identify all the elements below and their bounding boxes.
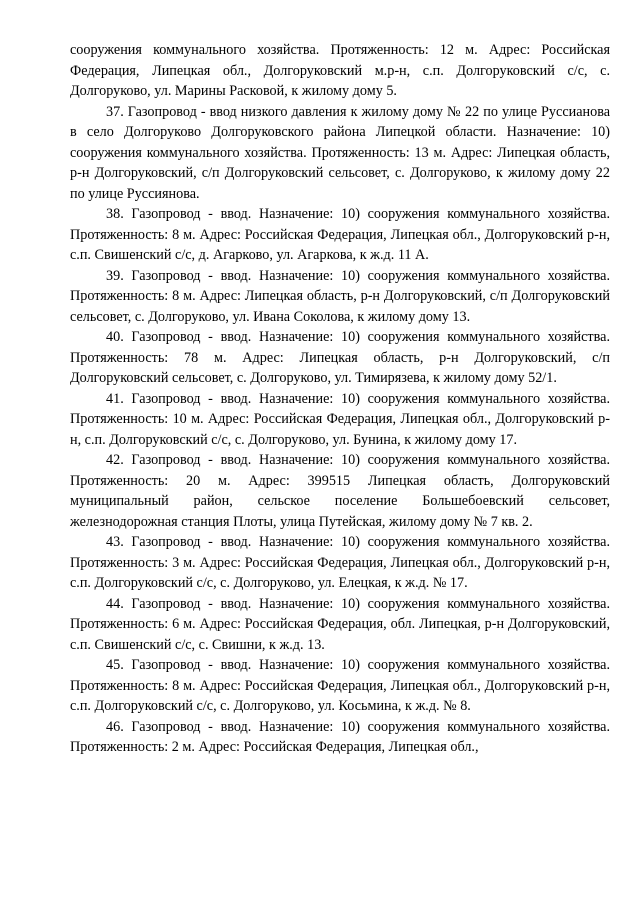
paragraph-item-46: 46. Газопровод - ввод. Назначение: 10) сооружения коммунального хозяйства. Протяженность: 2 м. Адрес: Российская Федерация, Липецкая обл.,	[70, 718, 610, 755]
paragraph-item-45: 45. Газопровод - ввод. Назначение: 10) сооружения коммунального хозяйства. Протяженность: 8 м. Адрес: Российская Федерация, Липецкая обл., Долгоруковский р-н, с.п. Долгоруковский с/с, с. Долгоруково, ул. Косьмина, к ж.д. № 8.	[70, 657, 610, 714]
document-page	[70, 40, 610, 758]
paragraph-item-39: 39. Газопровод - ввод. Назначение: 10) сооружения коммунального хозяйства. Протяженность: 8 м. Адрес: Липецкая область, р-н Долгоруковский, с/п Долгоруковский сельсовет, с. Долгоруково, ул. Ивана Соколова, к жилому дому 13.	[70, 267, 610, 325]
paragraph-item-44: 44. Газопровод - ввод. Назначение: 10) сооружения коммунального хозяйства. Протяженность: 6 м. Адрес: Российская Федерация, обл. Липецкая, р-н Долгоруковский, с.п. Свишенский с/с, с. Свишни, к ж.д. 13.	[70, 595, 610, 653]
paragraph-item-43: 43. Газопровод - ввод. Назначение: 10) сооружения коммунального хозяйства. Протяженность: 3 м. Адрес: Российская Федерация, Липецкая обл., Долгоруковский р-н, с.п. Долгоруковский с/с, с. Долгоруково, ул. Елецкая, к ж.д. № 17.	[70, 534, 610, 591]
paragraph-item-37: 37. Газопровод - ввод низкого давления к жилому дому № 22 по улице Руссианова в село Долгоруково Долгоруковского района Липецкой области. Назначение: 10) сооружения коммунального хозяйства. Протяженность: 13 м. Адрес: Липецкая область, р-н Долгоруковский, с/п Долгоруковский сельсовет, с. Долгоруково, к жилому дому 22 по улице Руссиянова.	[70, 103, 610, 202]
paragraph-item-42: 42. Газопровод - ввод. Назначение: 10) сооружения коммунального хозяйства. Протяженность: 20 м. Адрес: 399515 Липецкая область, Долгоруковский муниципальный район, сельское поселение Большебоевский сельсовет, железнодорожная станция Плоты, улица Путейская, жилому дому № 7 кв. 2.	[70, 452, 610, 530]
paragraph-continuation: сооружения коммунального хозяйства. Протяженность: 12 м. Адрес: Российская Федерация, Липецкая обл., Долгоруковский м.р-н, с.п. Долгоруковский с/с, с. Долгоруково, ул. Марины Расковой, к жилому дому 5.	[70, 42, 610, 99]
paragraph-item-41: 41. Газопровод - ввод. Назначение: 10) сооружения коммунального хозяйства. Протяженность: 10 м. Адрес: Российская Федерация, Липецкая обл., Долгоруковский р-н, с.п. Долгоруковский с/с, с. Долгоруково, ул. Бунина, к жилому дому 17.	[70, 390, 610, 448]
paragraph-item-38: 38. Газопровод - ввод. Назначение: 10) сооружения коммунального хозяйства. Протяженность: 8 м. Адрес: Российская Федерация, Липецкая обл., Долгоруковский р-н, с.п. Свишенский с/с, д. Агарково, ул. Агаркова, к ж.д. 11 А.	[70, 206, 610, 263]
paragraph-item-40: 40. Газопровод - ввод. Назначение: 10) сооружения коммунального хозяйства. Протяженность: 78 м. Адрес: Липецкая область, р-н Долгоруковский, с/п Долгоруковский сельсовет, с. Долгоруково, ул. Тимирязева, к жилому дому 52/1.	[70, 329, 610, 386]
